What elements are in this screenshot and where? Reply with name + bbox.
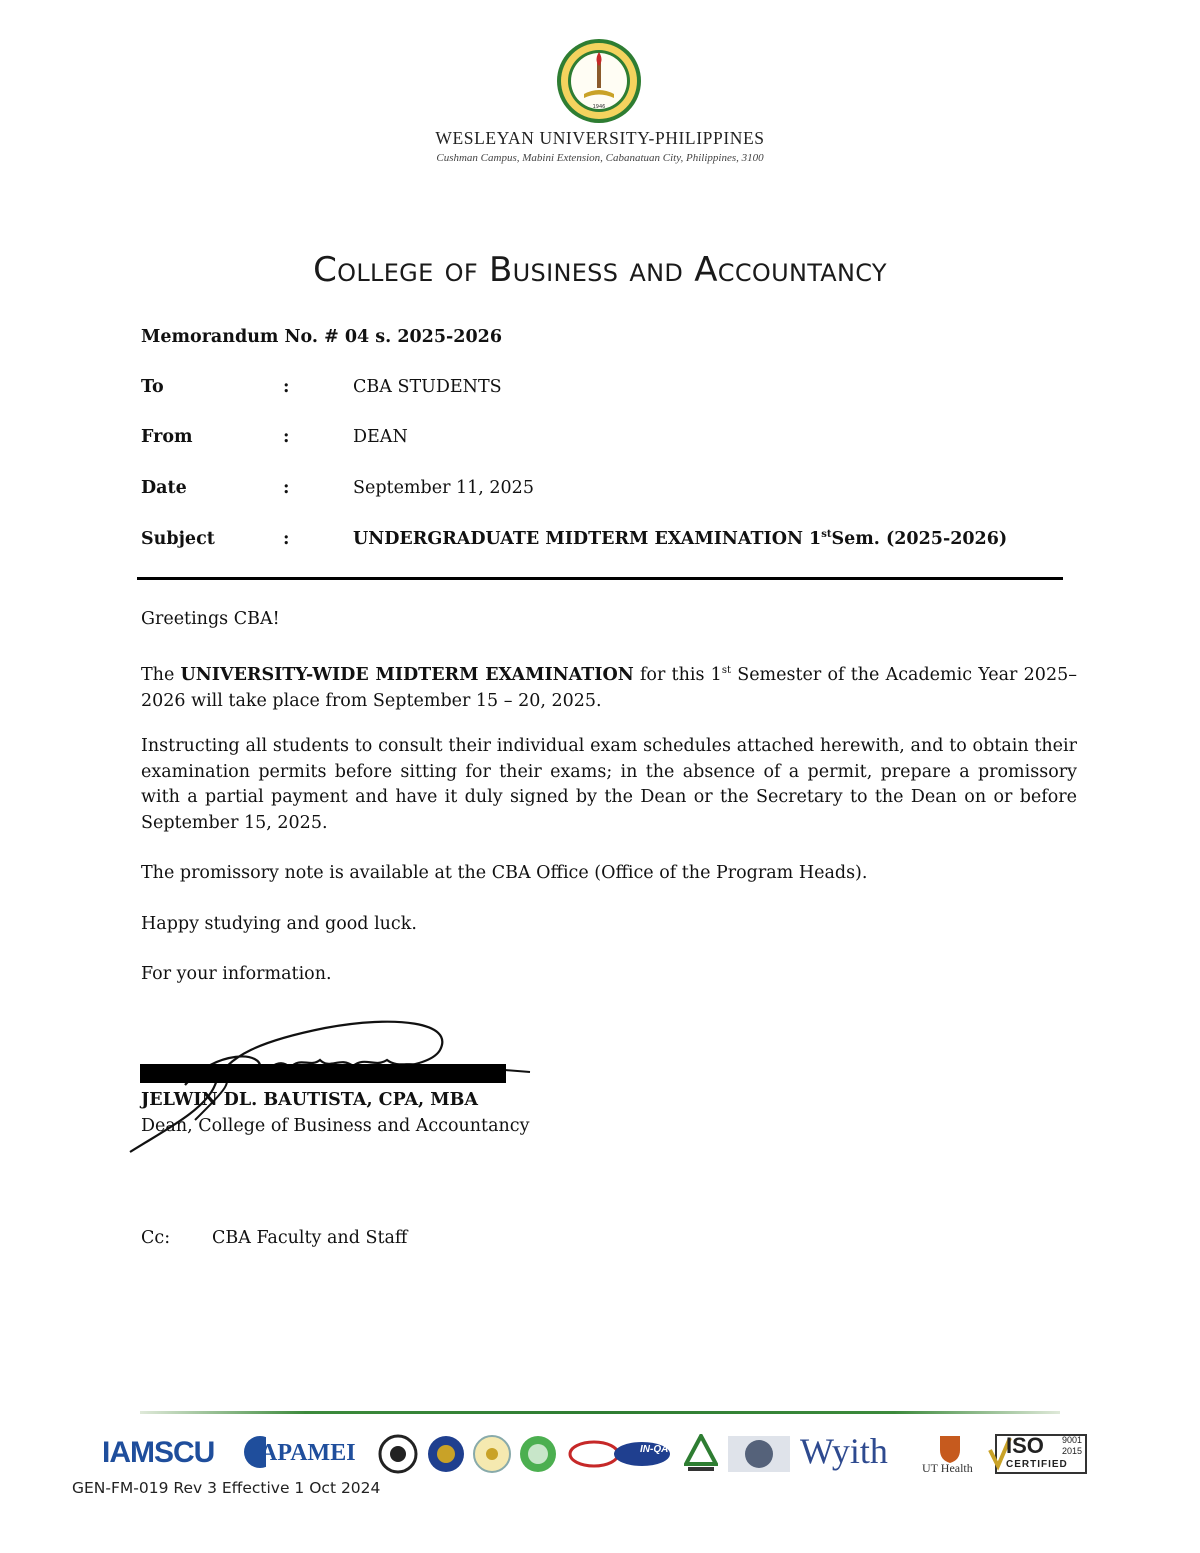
- ut-health-shield-icon: [938, 1434, 962, 1464]
- paragraph-permits: Instructing all students to consult their individual exam schedules attached herewith, and to obtain their examination permits before sitting for their exams; in the absence of a permit, prepare a promissory with a partial payment and have it duly signed by the Dean or the Secretary to the Dean on or before September 15, 2025.: [141, 736, 1077, 833]
- greeting: Greetings CBA!: [141, 609, 280, 629]
- iso-standard-number: 9001: [1062, 1435, 1083, 1445]
- seal-icon-1: [378, 1434, 418, 1474]
- field-colon: :: [283, 377, 290, 397]
- field-label: Subject: [141, 529, 215, 549]
- memo-field-to: [141, 377, 1081, 403]
- field-value: September 11, 2025: [353, 478, 534, 498]
- world-map-logo-icon: [728, 1434, 790, 1474]
- iamscu-logo: IAMSCU: [102, 1436, 215, 1469]
- wyith-logo: Wyith: [800, 1431, 888, 1471]
- university-seal-logo: [556, 38, 642, 124]
- signature-image: [125, 1010, 535, 1160]
- apamei-logo: APAMEI: [260, 1440, 356, 1466]
- header-divider: [137, 577, 1063, 580]
- inqa-logo: IN-QA: [640, 1444, 669, 1455]
- ut-health-logo: UT Health: [922, 1461, 973, 1475]
- signer-name: JELWIN DL. BAUTISTA, CPA, MBA: [141, 1090, 478, 1110]
- field-label: From: [141, 427, 193, 447]
- field-value: DEAN: [353, 427, 408, 447]
- college-title: College of Business and Accountancy: [313, 250, 887, 290]
- memo-number: Memorandum No. # 04 s. 2025-2026: [141, 327, 503, 347]
- memo-field-date: [141, 478, 1081, 504]
- paragraph-fyi: For your information.: [141, 964, 332, 984]
- university-address: Cushman Campus, Mabini Extension, Cabanatuan City, Philippines, 3100: [436, 152, 764, 164]
- field-value: UNDERGRADUATE MIDTERM EXAMINATION 1stSem. (2025-2026): [353, 529, 1008, 549]
- iso-certified-text: CERTIFIED: [1006, 1459, 1068, 1470]
- paragraph-closing: Happy studying and good luck.: [141, 914, 417, 934]
- seal-icon-2: [426, 1434, 466, 1474]
- svg-text:1946: 1946: [592, 104, 606, 110]
- paragraph-exam-dates: The UNIVERSITY-WIDE MIDTERM EXAMINATION for this 1st Semester of the Academic Year 2025–2026 will take place from September 15 – 20, 2025.: [141, 665, 1077, 711]
- memo-field-from: [141, 427, 1081, 453]
- field-label: To: [141, 377, 164, 397]
- iso-standard-year: 2015: [1062, 1446, 1083, 1456]
- field-colon: :: [283, 478, 290, 498]
- field-label: Date: [141, 478, 187, 498]
- seal-icon-4: [518, 1434, 558, 1474]
- accreditation-logos: [100, 1430, 1090, 1478]
- redaction-bar: [140, 1064, 506, 1083]
- field-value: CBA STUDENTS: [353, 377, 502, 397]
- seal-icon-3: [472, 1434, 512, 1474]
- field-colon: :: [283, 427, 290, 447]
- paragraph-promissory-note: The promissory note is available at the CBA Office (Office of the Program Heads).: [141, 863, 868, 883]
- cc-label: Cc:: [141, 1228, 171, 1248]
- triangle-logo-icon: [684, 1434, 718, 1474]
- form-code: GEN-FM-019 Rev 3 Effective 1 Oct 2024: [72, 1479, 381, 1497]
- memo-field-subject: [141, 529, 1081, 555]
- signer-title: Dean, College of Business and Accountancy: [141, 1116, 530, 1136]
- iso-logo: ISO: [1006, 1433, 1044, 1458]
- field-colon: :: [283, 529, 290, 549]
- cc-value: CBA Faculty and Staff: [212, 1228, 408, 1248]
- university-name: WESLEYAN UNIVERSITY-PHILIPPINES: [435, 128, 765, 148]
- footer-divider: [140, 1411, 1060, 1414]
